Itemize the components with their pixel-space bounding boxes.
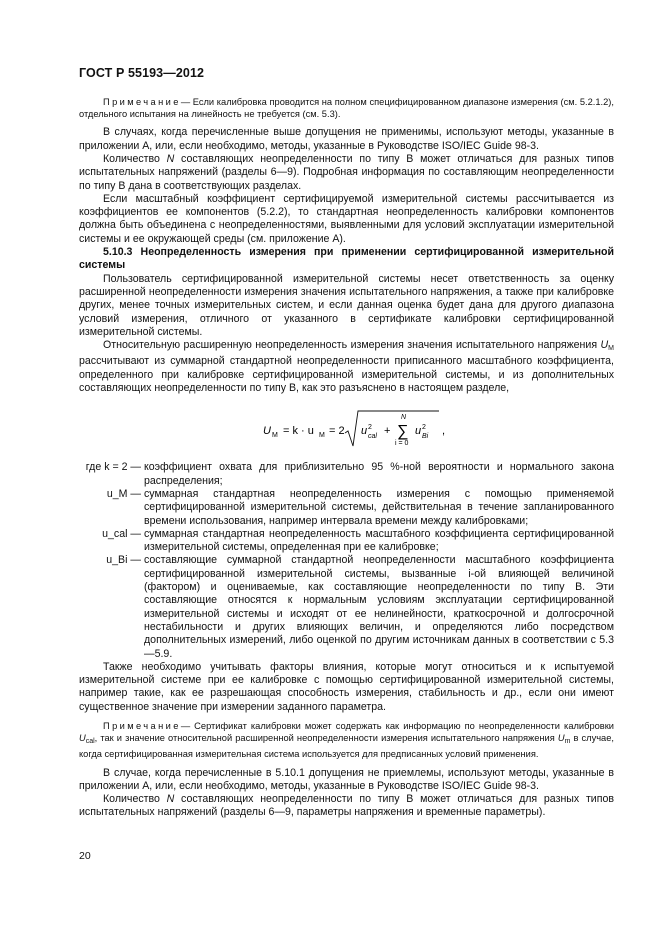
paragraph-6: Также необходимо учитывать факторы влияния, которые могут относиться и к испытуемой измерительной системе при ее калибровке с помощью сертифицированной измерительной системы, например такие, как ее разрешающая способность измерения, стабильность и др., если они имеют существенное значение при измерении заданного параметра. bbox=[79, 660, 614, 713]
formula-u-sub: M bbox=[319, 432, 325, 440]
symbol-subscript: M bbox=[608, 345, 614, 353]
note-1 bbox=[79, 96, 614, 120]
symbol-subscript: m bbox=[564, 738, 571, 746]
text-run: составляющих неопределенности по типу В может отличаться для разных типов испытательных напряжений (разделы 6—9, параметры напряжения и временные параметры). bbox=[79, 793, 614, 819]
definition-text: суммарная стандартная неопределенность измерения с помощью применяемой сертифицированной измерительной системы, действительная в течение запланированного времени использования, например интервала времени между калибровками; bbox=[144, 487, 614, 527]
formula-eq2: = 2 bbox=[329, 425, 345, 438]
paragraph-2 bbox=[79, 153, 614, 193]
paragraph-7: В случае, когда перечисленные в 5.10.1 допущения не приемлемы, используют методы, указанные в приложении А, или, если необходимо, методы, указанные в Руководстве ISO/IEC Guide 98-3. bbox=[79, 766, 614, 792]
symbol-u-m: U bbox=[557, 733, 565, 744]
formula-u1-sup: 2 bbox=[368, 424, 372, 432]
paragraph-3: Если масштабный коэффициент сертифицируемой измерительной системы рассчитывается из коэффициентов ее компонентов (5.2.2), то стандартная неопределенность калибровки компонентов должна быть объединена с неопределенностями, выявленными для условий эксплуатации измерительной системы и ее окружающей среды (см. приложение А). bbox=[79, 192, 614, 245]
formula-u1: u bbox=[361, 425, 368, 438]
text-run: в случае, когда сертифицированная измерительная система используется для предписанных условий применения. bbox=[79, 733, 614, 760]
paragraph-4: Пользователь сертифицированной измерительной системы несет ответственность за оценку расширенной неопределенности измерения значения испытательного напряжения, а также при калибровке других, менее точных измерительных систем, и если данная оценка будет дана для другого диапазона условий измерения, отличного от указанного в сертификате калибровки сертифицированной измерительной системы. bbox=[79, 272, 614, 338]
document-header: ГОСТ Р 55193—2012 bbox=[79, 66, 205, 80]
definitions-list bbox=[79, 461, 614, 660]
definition-item bbox=[79, 554, 614, 660]
formula-plus: + bbox=[384, 425, 391, 438]
definition-item bbox=[79, 461, 614, 488]
paragraph-8 bbox=[79, 793, 614, 820]
definition-term: u_Bi — bbox=[106, 554, 141, 567]
definition-item bbox=[79, 488, 614, 528]
definition-term: где k = 2 — bbox=[85, 461, 141, 474]
formula-sum-bottom: i = 0 bbox=[395, 440, 409, 448]
text-run: Количество bbox=[103, 153, 167, 165]
section-heading: 5.10.3 Неопределенность измерения при применении сертифицированной измерительной системы bbox=[79, 246, 614, 272]
text-run: рассчитывают из суммарной стандартной неопределенности приписанного масштабного коэффициента, определенного при калибровке сертифицированной измерительной системы, и из дополнительных составляющих неопределенности по типу В, как это разъяснено в настоящем разделе, bbox=[79, 355, 614, 395]
formula-u2-sub: Bi bbox=[422, 433, 429, 441]
formula-u2: u bbox=[415, 425, 422, 438]
formula-lhs: U bbox=[263, 425, 271, 438]
note-label: Примечание bbox=[103, 720, 181, 731]
sum-sign: ∑ bbox=[397, 423, 409, 441]
symbol-n: N bbox=[166, 793, 175, 806]
definition-text: составляющие суммарной стандартной неопределенности масштабного коэффициента сертифицированной измерительной системы, вызванные i-ой влияющей величиной (фактором) и оцениваемые, как составляющие неопределенности по типу В. Эти составляющие относятся к нормальным условиям эксплуатации сертифицированной измерительной системы и исходят от ее нелинейности, краткосрочной и долгосрочной нестабильности и других влияющих величин, и определяются либо посредством дополнительных измерений, либо оценкой по другим источникам данных в соответствии с 5.3—5.9. bbox=[144, 554, 614, 660]
formula-u2-sup: 2 bbox=[422, 424, 426, 432]
definition-text: коэффициент охвата для приблизительно 95 %-ной вероятности и нормального закона распределения; bbox=[144, 461, 614, 487]
symbol-subscript: cal bbox=[85, 738, 95, 746]
paragraph-5 bbox=[79, 339, 614, 395]
paragraph-1: В случаях, когда перечисленные выше допущения не применимы, используют методы, указанные в приложении А, или, если необходимо, методы, указанные в Руководстве ISO/IEC Guide 98-3. bbox=[79, 126, 614, 152]
symbol-n: N bbox=[166, 153, 175, 165]
text-run: , так и значение относительной расширенной неопределенности измерения испытательного напряжения bbox=[94, 733, 558, 744]
definition-text: суммарная стандартная неопределенность масштабного коэффициента сертифицированной измерительной системы, определенная при ее калибровке; bbox=[144, 527, 614, 554]
document-body bbox=[79, 96, 614, 820]
formula bbox=[79, 405, 614, 453]
text-run: Относительную расширенную неопределенность измерения значения испытательного напряжения bbox=[103, 339, 601, 352]
text-run: — Сертификат калибровки может содержать как информацию по неопределенности калибровки bbox=[180, 720, 614, 731]
definition-term: u_cal — bbox=[102, 527, 141, 540]
symbol-u: U bbox=[600, 339, 609, 352]
formula-u1-sub: cal bbox=[368, 433, 377, 441]
note-label: Примечание bbox=[103, 97, 181, 107]
formula-svg bbox=[261, 405, 461, 453]
note-text: — Если калибровка проводится на полном специфицированном диапазоне измерения (см. 5.2.1.2), отдельного испытания на линейность не требуется (см. 5.3). bbox=[79, 97, 614, 120]
text-run: Количество bbox=[103, 793, 167, 806]
formula-tail: , bbox=[442, 425, 446, 438]
page-number: 20 bbox=[79, 850, 91, 862]
formula-lhs-sub: M bbox=[272, 432, 278, 440]
note-2 bbox=[79, 720, 614, 761]
symbol-u-cal: U bbox=[79, 733, 86, 744]
definition-item bbox=[79, 528, 614, 555]
definition-term: u_M — bbox=[106, 487, 141, 500]
formula-eq1: = k · u bbox=[283, 425, 314, 438]
text-run: составляющих неопределенности по типу В может отличаться для разных типов испытательных напряжений (разделы 6—9). Подробная информация по составляющим неопределенности по типу В дана в соответствующих разделах. bbox=[79, 153, 614, 192]
formula-sum-top: N bbox=[401, 414, 407, 422]
